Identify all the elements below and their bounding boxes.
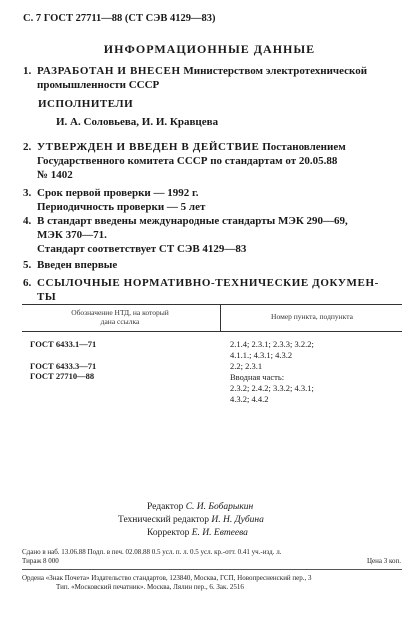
item-number: 5. <box>23 259 32 271</box>
table-cell-ref: 2.1.4; 2.3.1; 2.3.3; 3.2.2; <box>230 339 314 349</box>
table-cell-ref: Вводная часть: <box>230 372 285 382</box>
item-text: В стандарт введены международные стандарты МЭК 290—69, <box>37 215 348 227</box>
table-cell-doc: ГОСТ 6433.1—71 <box>30 339 97 349</box>
item-number: 4. <box>23 215 32 227</box>
table-cell-doc: ГОСТ 6433.3—71 <box>30 361 97 371</box>
item-heading: ССЫЛОЧНЫЕ НОРМАТИВНО-ТЕХНИЧЕСКИЕ ДОКУМЕН- <box>37 277 379 289</box>
item-text: Введен впервые <box>37 259 118 271</box>
credit-corrector: Корректор Е. И. Евтеева <box>147 528 248 538</box>
item-text: Периодичность проверки — 5 лет <box>37 201 206 213</box>
item-heading: РАЗРАБОТАН И ВНЕСЕН <box>37 65 181 77</box>
executors-label: ИСПОЛНИТЕЛИ <box>38 98 134 110</box>
table-cell-doc: ГОСТ 27710—88 <box>30 371 95 381</box>
imprint-line: Сдано в наб. 13.06.88 Подп. в печ. 02.08.88 0.5 усл. п. л. 0.5 усл. кр.-отт. 0.41 уч.-изд. л. <box>22 548 282 556</box>
printer-line: Тип. «Московский печатник». Москва, Лялин пер., 6. Зак. 2516 <box>56 583 244 591</box>
table-header-document: Обозначение НТД, на который дана ссылка <box>71 308 169 326</box>
table-cell-ref: 4.1.1.; 4.3.1; 4.3.2 <box>230 350 293 360</box>
item-number: 1. <box>23 65 32 77</box>
item-number: 2. <box>23 141 32 153</box>
item-text: Постановлением <box>259 141 346 153</box>
item-heading: ТЫ <box>37 291 57 303</box>
item-text: № 1402 <box>37 169 73 181</box>
item-text: Государственного комитета СССР по стандартам от 20.05.88 <box>37 155 338 167</box>
item-number: 6. <box>23 277 32 289</box>
item-text: Стандарт соответствует СТ СЭВ 4129—83 <box>37 243 247 255</box>
item-number: 3. <box>23 187 32 199</box>
credit-editor: Редактор С. И. Бобарыкин <box>147 502 254 512</box>
item-heading: УТВЕРЖДЕН И ВВЕДЕН В ДЕЙСТВИЕ <box>37 141 260 153</box>
section-title: ИНФОРМАЦИОННЫЕ ДАННЫЕ <box>103 42 316 56</box>
item-text: Срок первой проверки — 1992 г. <box>37 187 199 199</box>
imprint-rule <box>22 569 402 570</box>
table-header-clause: Номер пункта, подпункта <box>271 312 353 321</box>
credit-tech-editor: Технический редактор И. Н. Дубина <box>118 515 264 525</box>
table-cell-ref: 2.2; 2.3.1 <box>230 361 263 371</box>
table-top-rule <box>22 304 402 305</box>
executors-names: И. А. Соловьева, И. И. Кравцева <box>56 116 219 128</box>
table-cell-ref: 4.3.2; 4.4.2 <box>230 394 269 404</box>
imprint-price: Цена 3 коп. <box>366 557 401 565</box>
page-header: С. 7 ГОСТ 27711—88 (СТ СЭВ 4129—83) <box>23 13 216 24</box>
imprint-run: Тираж 8 000 <box>22 557 59 565</box>
publisher-line: Ордена «Знак Почета» Издательство стандартов, 123840, Москва, ГСП, Новопресненский пер., 3 <box>22 574 312 582</box>
item-text: МЭК 370—71. <box>37 229 107 241</box>
table-cell-ref: 2.3.2; 2.4.2; 3.3.2; 4.3.1; <box>230 383 314 393</box>
table-column-divider <box>220 304 221 331</box>
table-header-rule <box>22 331 402 332</box>
item-text: Министерством электротехнической <box>180 65 368 77</box>
item-text: промышленности СССР <box>37 79 160 91</box>
